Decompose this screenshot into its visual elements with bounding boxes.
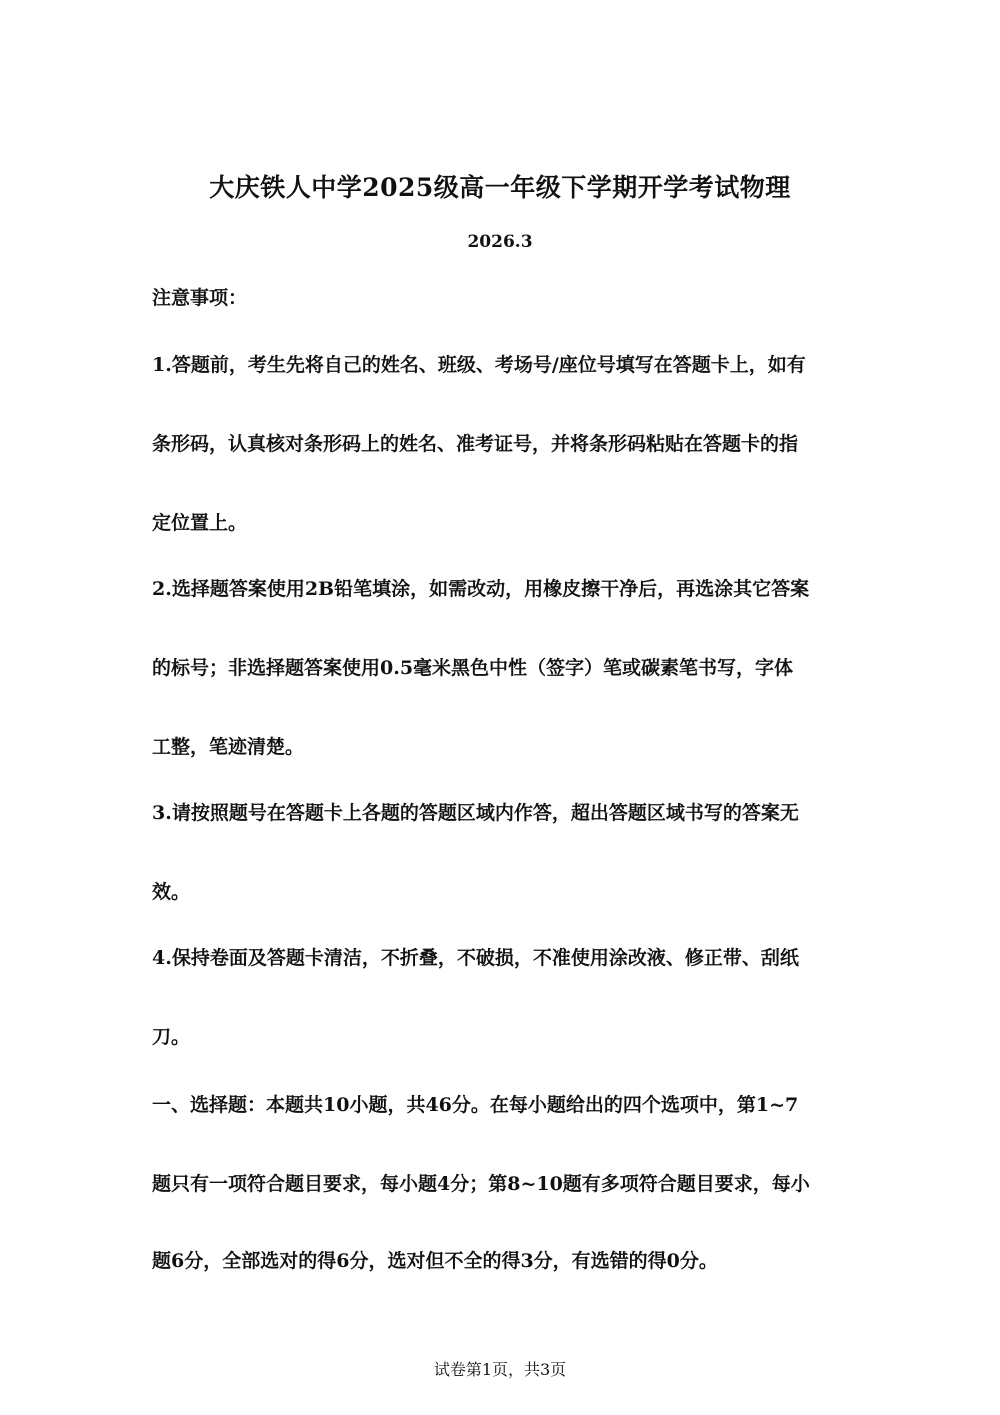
notice-line: 定位置上。 — [152, 512, 248, 534]
notice-line: 条形码，认真核对条形码上的姓名、准考证号，并将条形码粘贴在答题卡的指 — [152, 433, 799, 455]
exam-title: 大庆铁人中学2025级高一年级下学期开学考试物理 — [209, 173, 791, 202]
notice-line: 4.保持卷面及答题卡清洁，不折叠，不破损，不准使用涂改液、修正带、刮纸 — [152, 947, 799, 969]
notice-heading: 注意事项： — [152, 287, 248, 309]
section-one-line: 一、选择题：本题共10小题，共46分。在每小题给出的四个选项中，第1~7 — [152, 1094, 799, 1116]
exam-date: 2026.3 — [467, 232, 533, 252]
notice-line: 刀。 — [152, 1026, 191, 1048]
section-one-line: 题只有一项符合题目要求，每小题4分；第8~10题有多项符合题目要求，每小 — [152, 1173, 810, 1195]
page-footer: 试卷第1页，共3页 — [433, 1360, 567, 1379]
notice-line: 效。 — [152, 881, 191, 903]
notice-line: 2.选择题答案使用2B铅笔填涂，如需改动，用橡皮擦干净后，再选涂其它答案 — [152, 578, 810, 600]
section-one-line: 题6分，全部选对的得6分，选对但不全的得3分，有选错的得0分。 — [152, 1250, 718, 1272]
notice-line: 3.请按照题号在答题卡上各题的答题区域内作答，超出答题区域书写的答案无 — [152, 802, 799, 824]
notice-line: 的标号；非选择题答案使用0.5毫米黑色中性（签字）笔或碳素笔书写，字体 — [152, 657, 794, 679]
notice-line: 1.答题前，考生先将自己的姓名、班级、考场号/座位号填写在答题卡上，如有 — [152, 354, 806, 376]
notice-line: 工整，笔迹清楚。 — [152, 736, 305, 758]
